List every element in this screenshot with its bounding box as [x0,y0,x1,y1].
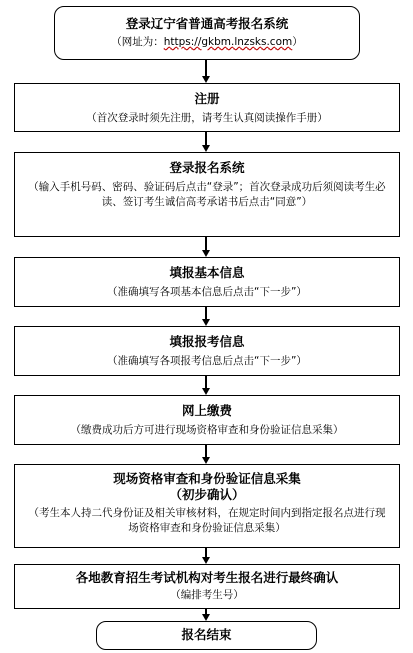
step-login-system-desc: （输入手机号码、密码、验证码后点击“登录”；首次登录成功后须阅读考生必读、签订考生诚信高考承诺书后点击“同意”） [28,181,386,208]
step-exam-info-desc: （准确填写各项报考信息后点击“下一步”） [107,355,307,367]
step-online-payment-desc: （缴费成功后方可进行现场资格审查和身份验证信息采集） [70,424,344,436]
step-basic-info-title: 填报基本信息 [169,265,245,280]
url-prefix: （网址为： [111,36,164,48]
step-registration-end [96,621,317,650]
step-basic-info [14,257,400,307]
step-onsite-verification-title: 现场资格审查和身份验证信息采集 [113,471,301,486]
step-onsite-verification-desc: （考生本人持二代身份证及相关审核材料，在规定时间内到指定报名点进行现场资格审查和身份验证信息采集） [28,507,386,534]
step-login-portal-url-line [55,35,359,49]
step-exam-info [14,326,400,376]
step-login-portal-title: 登录辽宁省普通高考报名系统 [125,16,289,31]
portal-url-link[interactable]: https://gkbm.lnzsks.com [163,36,293,48]
step-login-portal [54,6,360,60]
step-register-title: 注册 [194,91,220,106]
step-onsite-verification [14,464,400,548]
step-registration-end-title: 报名结束 [181,627,232,642]
step-basic-info-desc: （准确填写各项基本信息后点击“下一步”） [107,286,307,298]
step-final-confirmation [14,564,400,609]
step-register [14,83,400,132]
step-exam-info-title: 填报报考信息 [169,334,245,349]
step-login-system-title: 登录报名系统 [169,160,245,175]
url-suffix: ） [292,36,303,48]
step-login-system [14,152,400,237]
step-onsite-verification-subtitle: （初步确认） [169,487,245,502]
step-register-desc: （首次登录时须先注册，请考生认真阅读操作手册） [86,112,328,124]
step-online-payment [14,395,400,445]
step-online-payment-title: 网上缴费 [181,403,232,418]
step-final-confirmation-title: 各地教育招生考试机构对考生报名进行最终确认 [75,570,339,585]
step-final-confirmation-desc: （编排考生号） [170,589,244,601]
